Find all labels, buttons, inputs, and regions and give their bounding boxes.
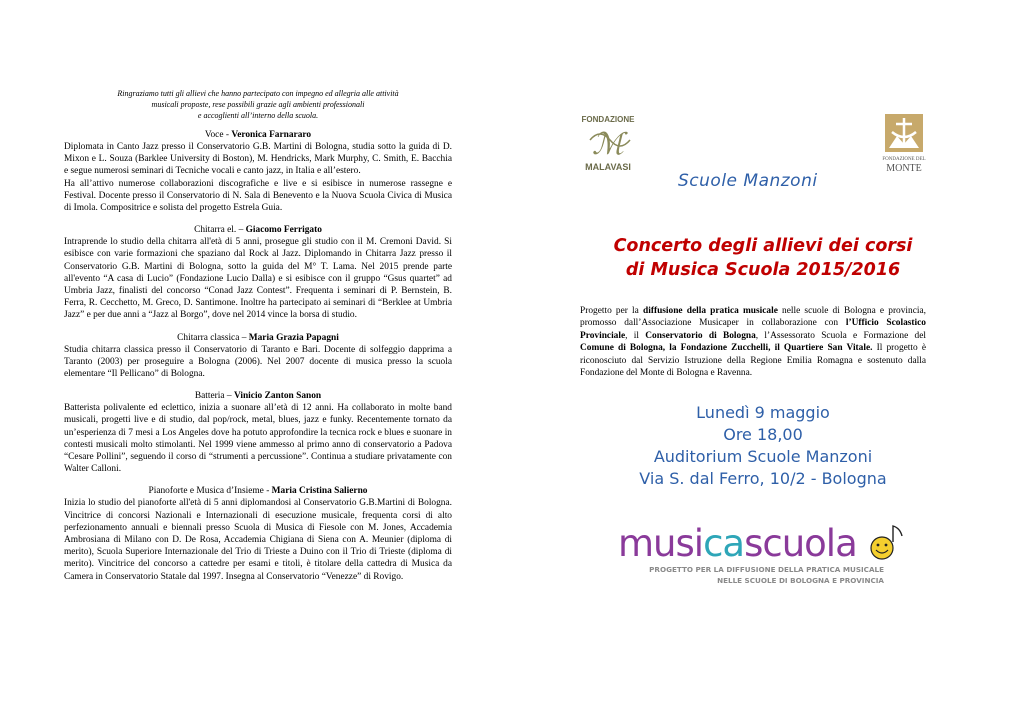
concert-title-line: di Musica Scuola 2015/2016: [625, 260, 901, 280]
bio-name: Veronica Farnararo: [231, 130, 312, 140]
bio-name: Giacomo Ferrigato: [245, 225, 322, 236]
concert-title: [580, 234, 946, 282]
bio-section: [64, 332, 452, 381]
logo-text-malavasi: MALAVASI: [585, 162, 631, 172]
project-text-bold: Conservatorio di Bologna: [645, 330, 756, 341]
bio-role: Batteria –: [194, 391, 234, 402]
bio-role: Pianoforte e Musica d’Insieme -: [148, 486, 272, 497]
bio-section: [64, 224, 452, 321]
bio-name: Maria Grazia Papagni: [248, 332, 339, 343]
musicascuola-logo: [618, 522, 918, 588]
project-text: , il: [625, 330, 646, 341]
bio-heading: [64, 485, 452, 497]
event-details: [580, 402, 946, 490]
intro-line: musicali proposte, rese possibili grazie agli ambienti professionali: [151, 100, 365, 109]
subtitle-line: NELLE SCUOLE DI BOLOGNA E PROVINCIA: [717, 576, 884, 585]
logo-text-fondazione-del: FONDAZIONE DEL: [882, 157, 926, 162]
bio-name: Maria Cristina Salierno: [271, 486, 368, 497]
fondazione-monte-logo: [879, 112, 929, 174]
event-date: Lunedì 9 maggio: [696, 403, 830, 422]
bio-text: Intraprende lo studio della chitarra all'età di 5 anni, prosegue gli studio con il M. Cremoni David. Si esibisce con varie formazioni che spaziano dal Rock al Jazz. Diplomando in Chitarra Jazz presso il Conservatorio G.B. Martini di Bologna, sotto la guida del M° T. Lama. Nel 2015 prende parte all'evento “A casa di Lucio” (Fondazione Lucio Dalla) e si esibisce con il gruppo “Gsus quartet” ad Umbria Jazz, finalisti del concorso “Conad Jazz Contest”. Frequenta i seminari di P. Bernstein, B. Ferra, R. Cecchetto, M. Greco, D. Santimone. Inoltre ha partecipato ai seminari di “Berklee at Umbria Jazz” e per due anni a “Jazz al Borgo”, dove nel 2014 vince la borsa di studio.: [64, 237, 452, 321]
event-address: Via S. dal Ferro, 10/2 - Bologna: [639, 469, 887, 488]
concert-title-line: Concerto degli allievi dei corsi: [613, 236, 913, 256]
project-text-bold: Comune di Bologna, la Fondazione Zucchelli, il Quartiere San Vitale.: [580, 343, 873, 354]
bio-name: Vinicio Zanton Sanon: [233, 391, 322, 402]
logo-monogram-fm: ℳ: [591, 128, 625, 161]
musicascuola-subtitle: [618, 564, 884, 586]
bio-section: [64, 129, 452, 214]
event-venue: Auditorium Scuole Manzoni: [653, 447, 873, 466]
bio-text: Studia chitarra classica presso il Conservatorio di Taranto e Bari. Docente di solfeggio dapprima a Taranto (2003) per proseguire a Bologna (2006). Nel 2007 docente di musica presso la scuola elementare “Il Pellicano” di Bologna.: [64, 344, 452, 380]
bio-section: [64, 485, 452, 582]
bio-role: Chitarra classica –: [177, 332, 249, 343]
bio-role: Voce -: [204, 130, 232, 140]
logo-text-monte: MONTE: [886, 163, 922, 174]
left-column: [64, 88, 452, 593]
project-text: , l’Assessorato Scuola e Formazione del: [755, 330, 926, 341]
project-text-bold: diffusione della pratica musicale: [643, 306, 778, 316]
fondazione-malavasi-logo: [580, 114, 636, 172]
intro-line: Ringraziamo tutti gli allievi che hanno partecipato con impegno ed allegria alle attività: [117, 89, 399, 98]
wordmark-part: scuola: [744, 522, 857, 565]
bio-heading: [64, 332, 452, 344]
project-text: Progetto per la: [580, 306, 643, 316]
wordmark-part: ca: [703, 522, 745, 565]
project-description: [580, 305, 926, 379]
bio-heading: [64, 224, 452, 236]
bio-role: Chitarra el. –: [194, 225, 246, 236]
bio-section: [64, 390, 452, 475]
logo-text-fondazione: FONDAZIONE: [581, 115, 635, 124]
intro-line: e accoglienti all’interno della scuola.: [197, 111, 319, 120]
bio-heading: [64, 390, 452, 402]
project-text: nelle scuole di Bologna e provincia, promosso dall’Associazione Musicaper in collaborazione con: [580, 306, 926, 329]
project-text-bold: l’Ufficio Scolastico Provinciale: [580, 318, 926, 341]
smiley-note-icon: [866, 524, 906, 564]
scuole-manzoni-title: Scuole Manzoni: [678, 171, 818, 191]
bio-heading: [64, 129, 452, 141]
project-text: Il progetto è riconosciuto dal Servizio Istruzione della Regione Emilia Romagna e sostenuto dalla Fondazione del Monte di Bologna e Ravenna.: [580, 343, 926, 379]
bio-text: Inizia lo studio del pianoforte all'età di 5 anni diplomandosi al Conservatorio G.B.Martini di Bologna. Vincitrice di concorsi Nazionali e Internazionali di esecuzione musicale, frequenta corsi di alto perfezionamento annuali e biennali presso Scuola di Musica di Fiesole con M. Jones, Accademia Ambrosiana di Milano con D. De Rosa, Accademia Chigiana di Siena con A. Meunier (diploma di merito), Scuola Superiore Internazionale del Trio di Trieste a Duino con il Trio di Trieste (diploma di merito). Vincitrice del concorso a cattedre per esami e titoli, è titolare della cattedra di Musica da Camera in Conservatorio Statale dal 1997. Insegna al Conservatorio “Venezze” di Rovigo.: [64, 498, 452, 582]
bio-text: Diplomata in Canto Jazz presso il Conservatorio G.B. Martini di Bologna, studia sotto la guida di D. Mixon e L. Souza (Barklee University di Boston), M. Hendricks, Mark Murphy, C. Smith, E. Bacchia e segue numerosi seminari di Tecniche vocali e canto jazz, in Italia e all’estero. Ha all’attivo numerose collaborazioni discografiche e live e si esibisce in numerose rassegne e Festival. Docente presso il Conservatorio di N. Sala di Benevento e la Nuova Scuola Civica di Musica di Imola. Compositrice e solista del progetto Estrela Guia.: [64, 142, 452, 214]
subtitle-line: PROGETTO PER LA DIFFUSIONE DELLA PRATICA MUSICALE: [649, 565, 884, 574]
thanks-intro: [64, 88, 452, 121]
bio-text: Batterista polivalente ed eclettico, inizia a suonare all’età di 12 anni. Ha collaborato in molte band musicali, progetti live e di studio, dal pop/rock, metal, blues, jazz e funky. Recentemente tornato da un’esperienza di 7 mesi a Los Angeles dove ha potuto approfondire la tecnica rock e blues e suonare in contesti musicali molto stimolanti. Nel 1999 viene ammesso al primo anno di conservatorio a Padova “Cesare Pollini”, seguendo il corso di “strumenti a percussione”. Continua a studiare privatamente con Walter Calloni.: [64, 403, 452, 475]
musicascuola-wordmark: [618, 522, 857, 566]
wordmark-part: musi: [618, 522, 704, 565]
event-time: Ore 18,00: [723, 425, 803, 444]
